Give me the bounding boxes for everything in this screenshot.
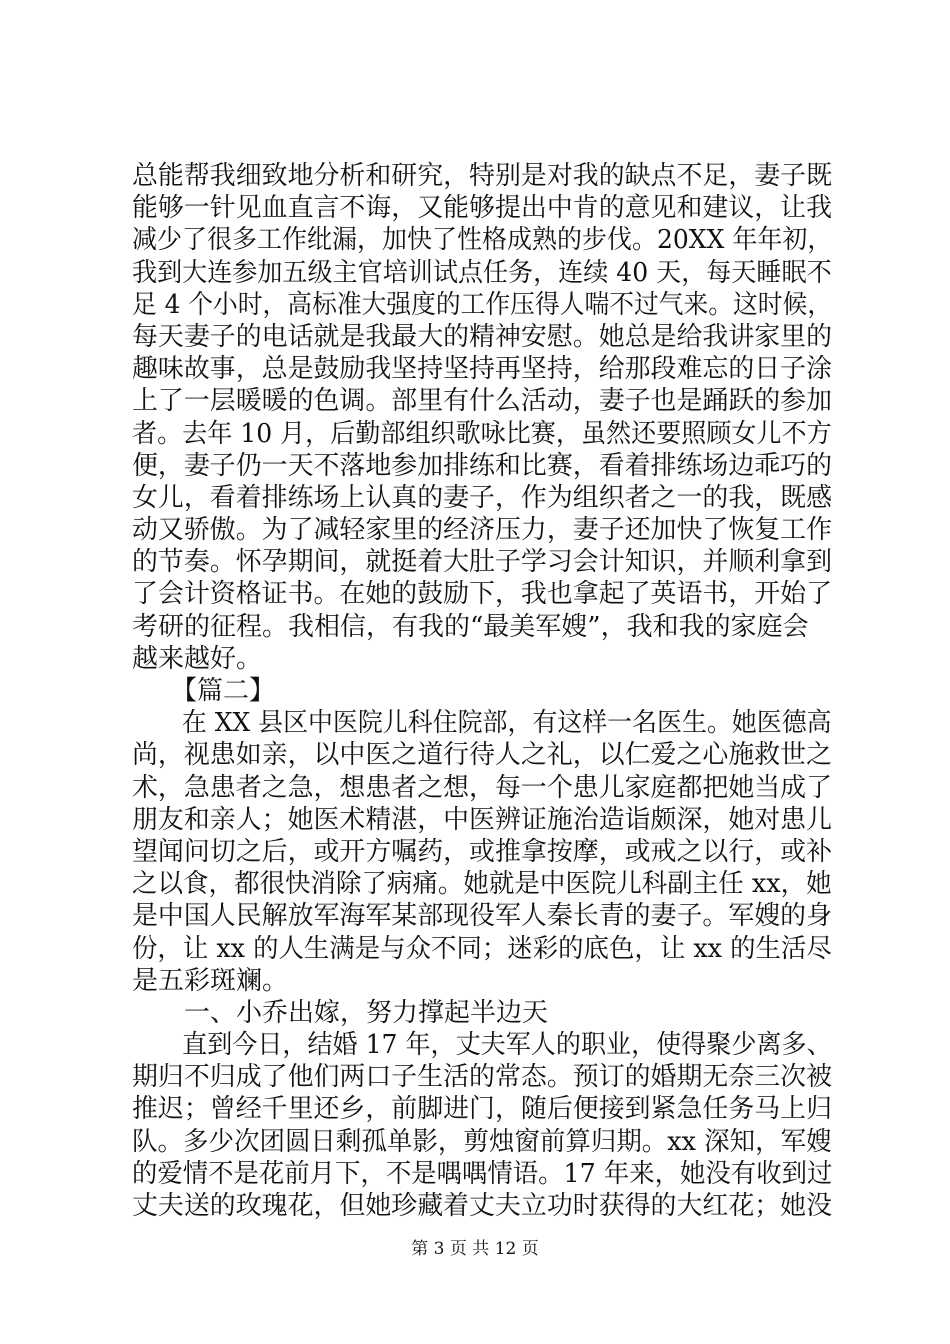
- text-line: 朋友和亲人；她医术精湛，中医辨证施治造诣颇深，她对患儿: [132, 804, 833, 835]
- text-line: 了会计资格证书。在她的鼓励下，我也拿起了英语书，开始了: [132, 579, 833, 610]
- text-line: 我到大连参加五级主官培训试点任务，连续 40 天，每天睡眠不: [132, 257, 832, 288]
- text-line: 术，急患者之急，想患者之想，每一个患儿家庭都把她当成了: [132, 772, 833, 803]
- text-line: 尚，视患如亲，以中医之道行待人之礼，以仁爱之心施救世之: [132, 740, 833, 771]
- text-line: 的节奏。怀孕期间，就挺着大肚子学习会计知识，并顺利拿到: [132, 547, 833, 578]
- text-line: 减少了很多工作纰漏，加快了性格成熟的步伐。20XX 年年初，: [132, 225, 833, 256]
- text-line: 总能帮我细致地分析和研究，特别是对我的缺点不足，妻子既: [132, 161, 833, 191]
- text-line: 队。多少次团圆日剩孤单影，剪烛窗前算归期。xx 深知，军嫂: [132, 1126, 832, 1157]
- text-line: 趣味故事，总是鼓励我坚持坚持再坚持，给那段难忘的日子涂: [132, 354, 833, 385]
- text-line: 是五彩斑斓。: [132, 965, 289, 996]
- text-line: 望闻问切之后，或开方嘱药，或推拿按摩，或戒之以行，或补: [132, 836, 833, 867]
- text-line: 每天妻子的电话就是我最大的精神安慰。她总是给我讲家里的: [132, 321, 833, 352]
- text-line: 一、小乔出嫁，努力撑起半边天: [132, 997, 549, 1028]
- text-line: 考研的征程。我相信，有我的“最美军嫂”，我和我的家庭会: [132, 611, 809, 642]
- body-text: [132, 160, 832, 1222]
- text-line: 丈夫送的玫瑰花，但她珍藏着丈夫立功时获得的大红花；她没: [132, 1191, 833, 1221]
- text-line: 推迟；曾经千里还乡，前脚进门，随后便接到紧急任务马上归: [132, 1094, 833, 1125]
- text-line: 能够一针见血直言不诲，又能够提出中肯的意见和建议，让我: [132, 193, 833, 224]
- text-line: 女儿，看着排练场上认真的妻子，作为组织者之一的我，既感: [132, 482, 833, 513]
- text-line: 份，让 xx 的人生满是与众不同；迷彩的底色，让 xx 的生活尽: [132, 933, 832, 964]
- text-line: 在 XX 县区中医院儿科住院部，有这样一名医生。她医德高: [132, 708, 832, 739]
- text-line: 足 4 个小时，高标准大强度的工作压得人喘不过气来。这时候，: [132, 289, 833, 320]
- page-footer: 第 3 页 共 12 页: [411, 1239, 539, 1259]
- text-line: 上了一层暖暖的色调。部里有什么活动，妻子也是踊跃的参加: [132, 386, 833, 417]
- text-line: 直到今日，结婚 17 年，丈夫军人的职业，使得聚少离多、: [132, 1030, 832, 1061]
- text-line: 期归不归成了他们两口子生活的常态。预订的婚期无奈三次被: [132, 1062, 833, 1093]
- text-line: 【篇二】: [132, 676, 276, 706]
- text-line: 是中国人民解放军海军某部现役军人秦长青的妻子。军嫂的身: [132, 901, 833, 932]
- text-line: 的爱情不是花前月下，不是喁喁情语。17 年来，她没有收到过: [132, 1158, 833, 1189]
- text-line: 便，妻子仍一天不落地参加排练和比赛，看着排练场边乖巧的: [132, 450, 833, 481]
- text-line: 越来越好。: [132, 643, 263, 674]
- text-line: 之以食，都很快消除了病痛。她就是中医院儿科副主任 xx，她: [132, 869, 832, 900]
- text-line: 者。去年 10 月，后勤部组织歌咏比赛，虽然还要照顾女儿不方: [132, 418, 832, 449]
- text-line: 动又骄傲。为了减轻家里的经济压力，妻子还加快了恢复工作: [132, 515, 833, 546]
